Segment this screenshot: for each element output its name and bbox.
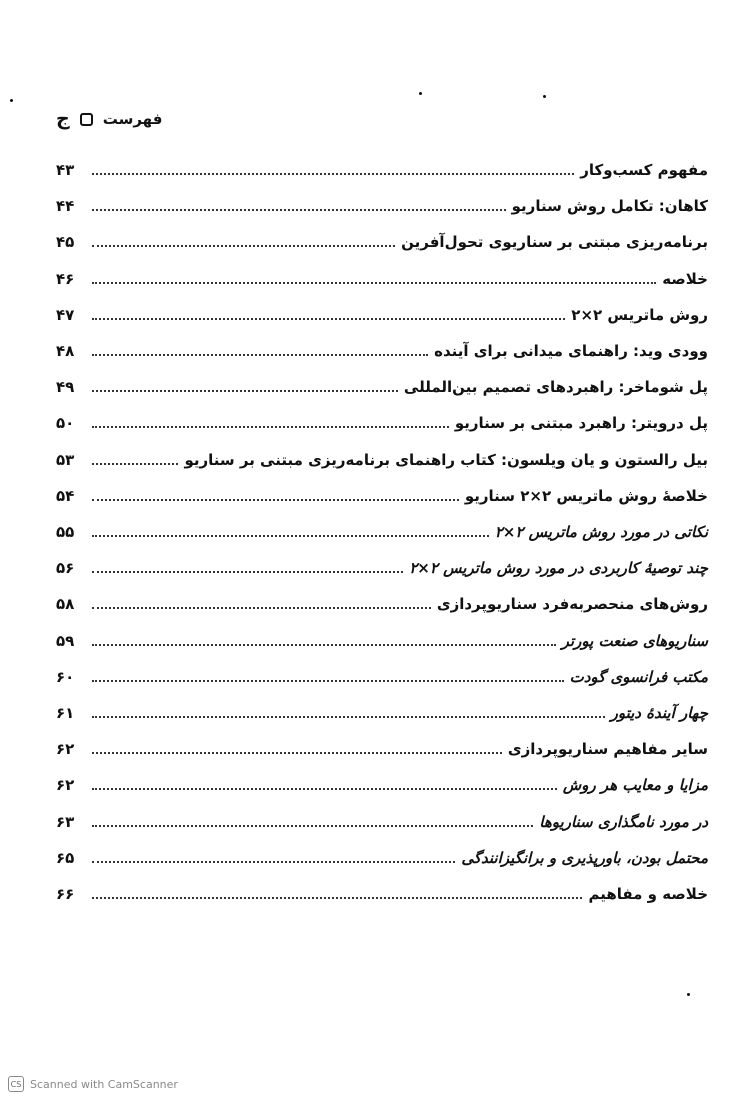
dotted-leader [92, 571, 403, 573]
toc-entry [56, 765, 708, 795]
dotted-leader [92, 752, 502, 754]
toc-page-number: ۶۲ [56, 776, 75, 795]
toc-entry [56, 548, 708, 578]
toc-entry [56, 621, 708, 651]
toc-entry-title: کاهان: تکامل روش سناریو [511, 197, 708, 216]
toc-entry [56, 512, 708, 542]
toc-entry [56, 838, 708, 868]
dotted-leader [92, 245, 395, 247]
toc-entry-title: وودی وید: راهنمای میدانی برای آینده [434, 342, 708, 360]
camscanner-icon: CS [8, 1076, 24, 1092]
toc-entry [56, 331, 708, 361]
toc-entry-title: برنامه‌ریزی مبتنی بر سناریوی تحول‌آفرین [401, 233, 708, 252]
toc-entry-title: سایر مفاهیم سناریوپردازی [507, 740, 708, 759]
toc-page-number: ۴۵ [56, 233, 75, 252]
dotted-leader [92, 788, 557, 790]
toc-entry [56, 802, 708, 832]
toc-page-number: ۶۱ [56, 704, 75, 722]
toc-page-number: ۴۳ [56, 161, 75, 179]
toc-page-number: ۵۸ [56, 595, 75, 614]
toc-entry-title: خلاصه و مفاهیم [588, 885, 708, 903]
toc-entry-title: بیل رالستون و یان ویلسون: کتاب راهنمای برنامه‌ریزی مبتنی بر سناریو [184, 450, 708, 469]
toc-page-number: ۵۵ [56, 523, 75, 541]
scanner-label: Scanned with CamScanner [30, 1077, 178, 1091]
toc-page-number: ۴۹ [56, 378, 75, 397]
dotted-leader [92, 861, 455, 863]
toc-page-number: ۶۶ [56, 885, 75, 903]
toc-page-number: ۶۲ [56, 740, 75, 759]
dotted-leader [92, 463, 178, 465]
toc-page-number: ۴۶ [56, 269, 75, 288]
toc-entry-title: خلاصه [662, 269, 708, 288]
dotted-leader [92, 282, 656, 284]
toc-page-number: ۴۷ [56, 305, 75, 324]
dotted-leader [92, 680, 564, 682]
toc-entry [56, 476, 708, 506]
toc-page-number: ۵۳ [56, 450, 75, 469]
toc-entry [56, 403, 708, 433]
scan-speck [419, 92, 422, 95]
dotted-leader [92, 354, 428, 356]
toc-entry [56, 657, 708, 687]
toc-entry-title: چهار آیندهٔ دیتور [610, 704, 708, 722]
toc-entry [56, 729, 708, 759]
toc-entry-title: مکتب فرانسوی گودت [569, 667, 708, 686]
toc-entry [56, 693, 708, 723]
page-title: فهرست [102, 110, 163, 128]
toc-entry [56, 367, 708, 397]
toc-entry-title: نکاتی در مورد روش ماتریس ۲×۲ [494, 523, 708, 541]
toc-page-number: ۵۰ [56, 414, 75, 433]
toc-entry [56, 440, 708, 470]
toc-entry-title: روش‌های منحصربه‌فرد سناریوپردازی [436, 595, 708, 614]
toc-entry-title: چند توصیهٔ کاربردی در مورد روش ماتریس ۲×۲ [409, 559, 708, 578]
toc-entry-title: مفهوم کسب‌وکار [580, 161, 708, 179]
toc-page-number: ۶۰ [56, 667, 75, 686]
toc-page-number: ۵۶ [56, 559, 75, 578]
scan-speck [687, 993, 690, 996]
toc-entry [56, 874, 708, 904]
page-header [56, 108, 162, 130]
dotted-leader [92, 716, 605, 718]
scanner-watermark [8, 1076, 178, 1092]
toc-entry-title: پل شوماخر: راهبردهای تصمیم بین‌المللی [403, 378, 708, 397]
toc-entry-title: سناریوهای صنعت پورتر [561, 631, 708, 650]
toc-entry [56, 295, 708, 325]
toc-entry-title: محتمل بودن، باورپذیری و برانگیزانندگی [461, 848, 708, 867]
dotted-leader [92, 209, 506, 211]
toc-entry [56, 259, 708, 289]
scan-speck [543, 95, 546, 98]
toc-page-number: ۶۵ [56, 848, 75, 867]
toc-entry [56, 222, 708, 252]
dotted-leader [92, 426, 449, 428]
section-letter: ج [56, 108, 70, 130]
dotted-leader [92, 173, 574, 175]
toc-entry-title: خلاصهٔ روش ماتریس ۲×۲ سناریو [464, 486, 708, 505]
toc-entry [56, 584, 708, 614]
toc-entry-title: در مورد نامگذاری سناریوها [539, 812, 708, 831]
dotted-leader [92, 644, 556, 646]
toc-page-number: ۶۳ [56, 812, 75, 831]
dotted-leader [92, 535, 489, 537]
toc-page-number: ۵۹ [56, 631, 75, 650]
dotted-leader [92, 390, 398, 392]
dotted-leader [92, 499, 459, 501]
dotted-leader [92, 825, 533, 827]
toc-entry [56, 186, 708, 216]
toc-entry-title: پل درویتر: راهبرد مبتنی بر سناریو [454, 414, 708, 433]
scan-speck [10, 99, 13, 102]
toc-entry [56, 150, 708, 180]
dotted-leader [92, 318, 565, 320]
toc-entry-title: روش ماتریس ۲×۲ [571, 305, 708, 324]
dotted-leader [92, 897, 582, 899]
dotted-leader [92, 607, 431, 609]
square-ornament-icon [80, 113, 93, 126]
toc-page-number: ۴۸ [56, 342, 75, 360]
toc-entry-title: مزایا و معایب هر روش [562, 776, 708, 795]
toc-page-number: ۴۴ [56, 197, 75, 216]
toc-page-number: ۵۴ [56, 486, 75, 505]
